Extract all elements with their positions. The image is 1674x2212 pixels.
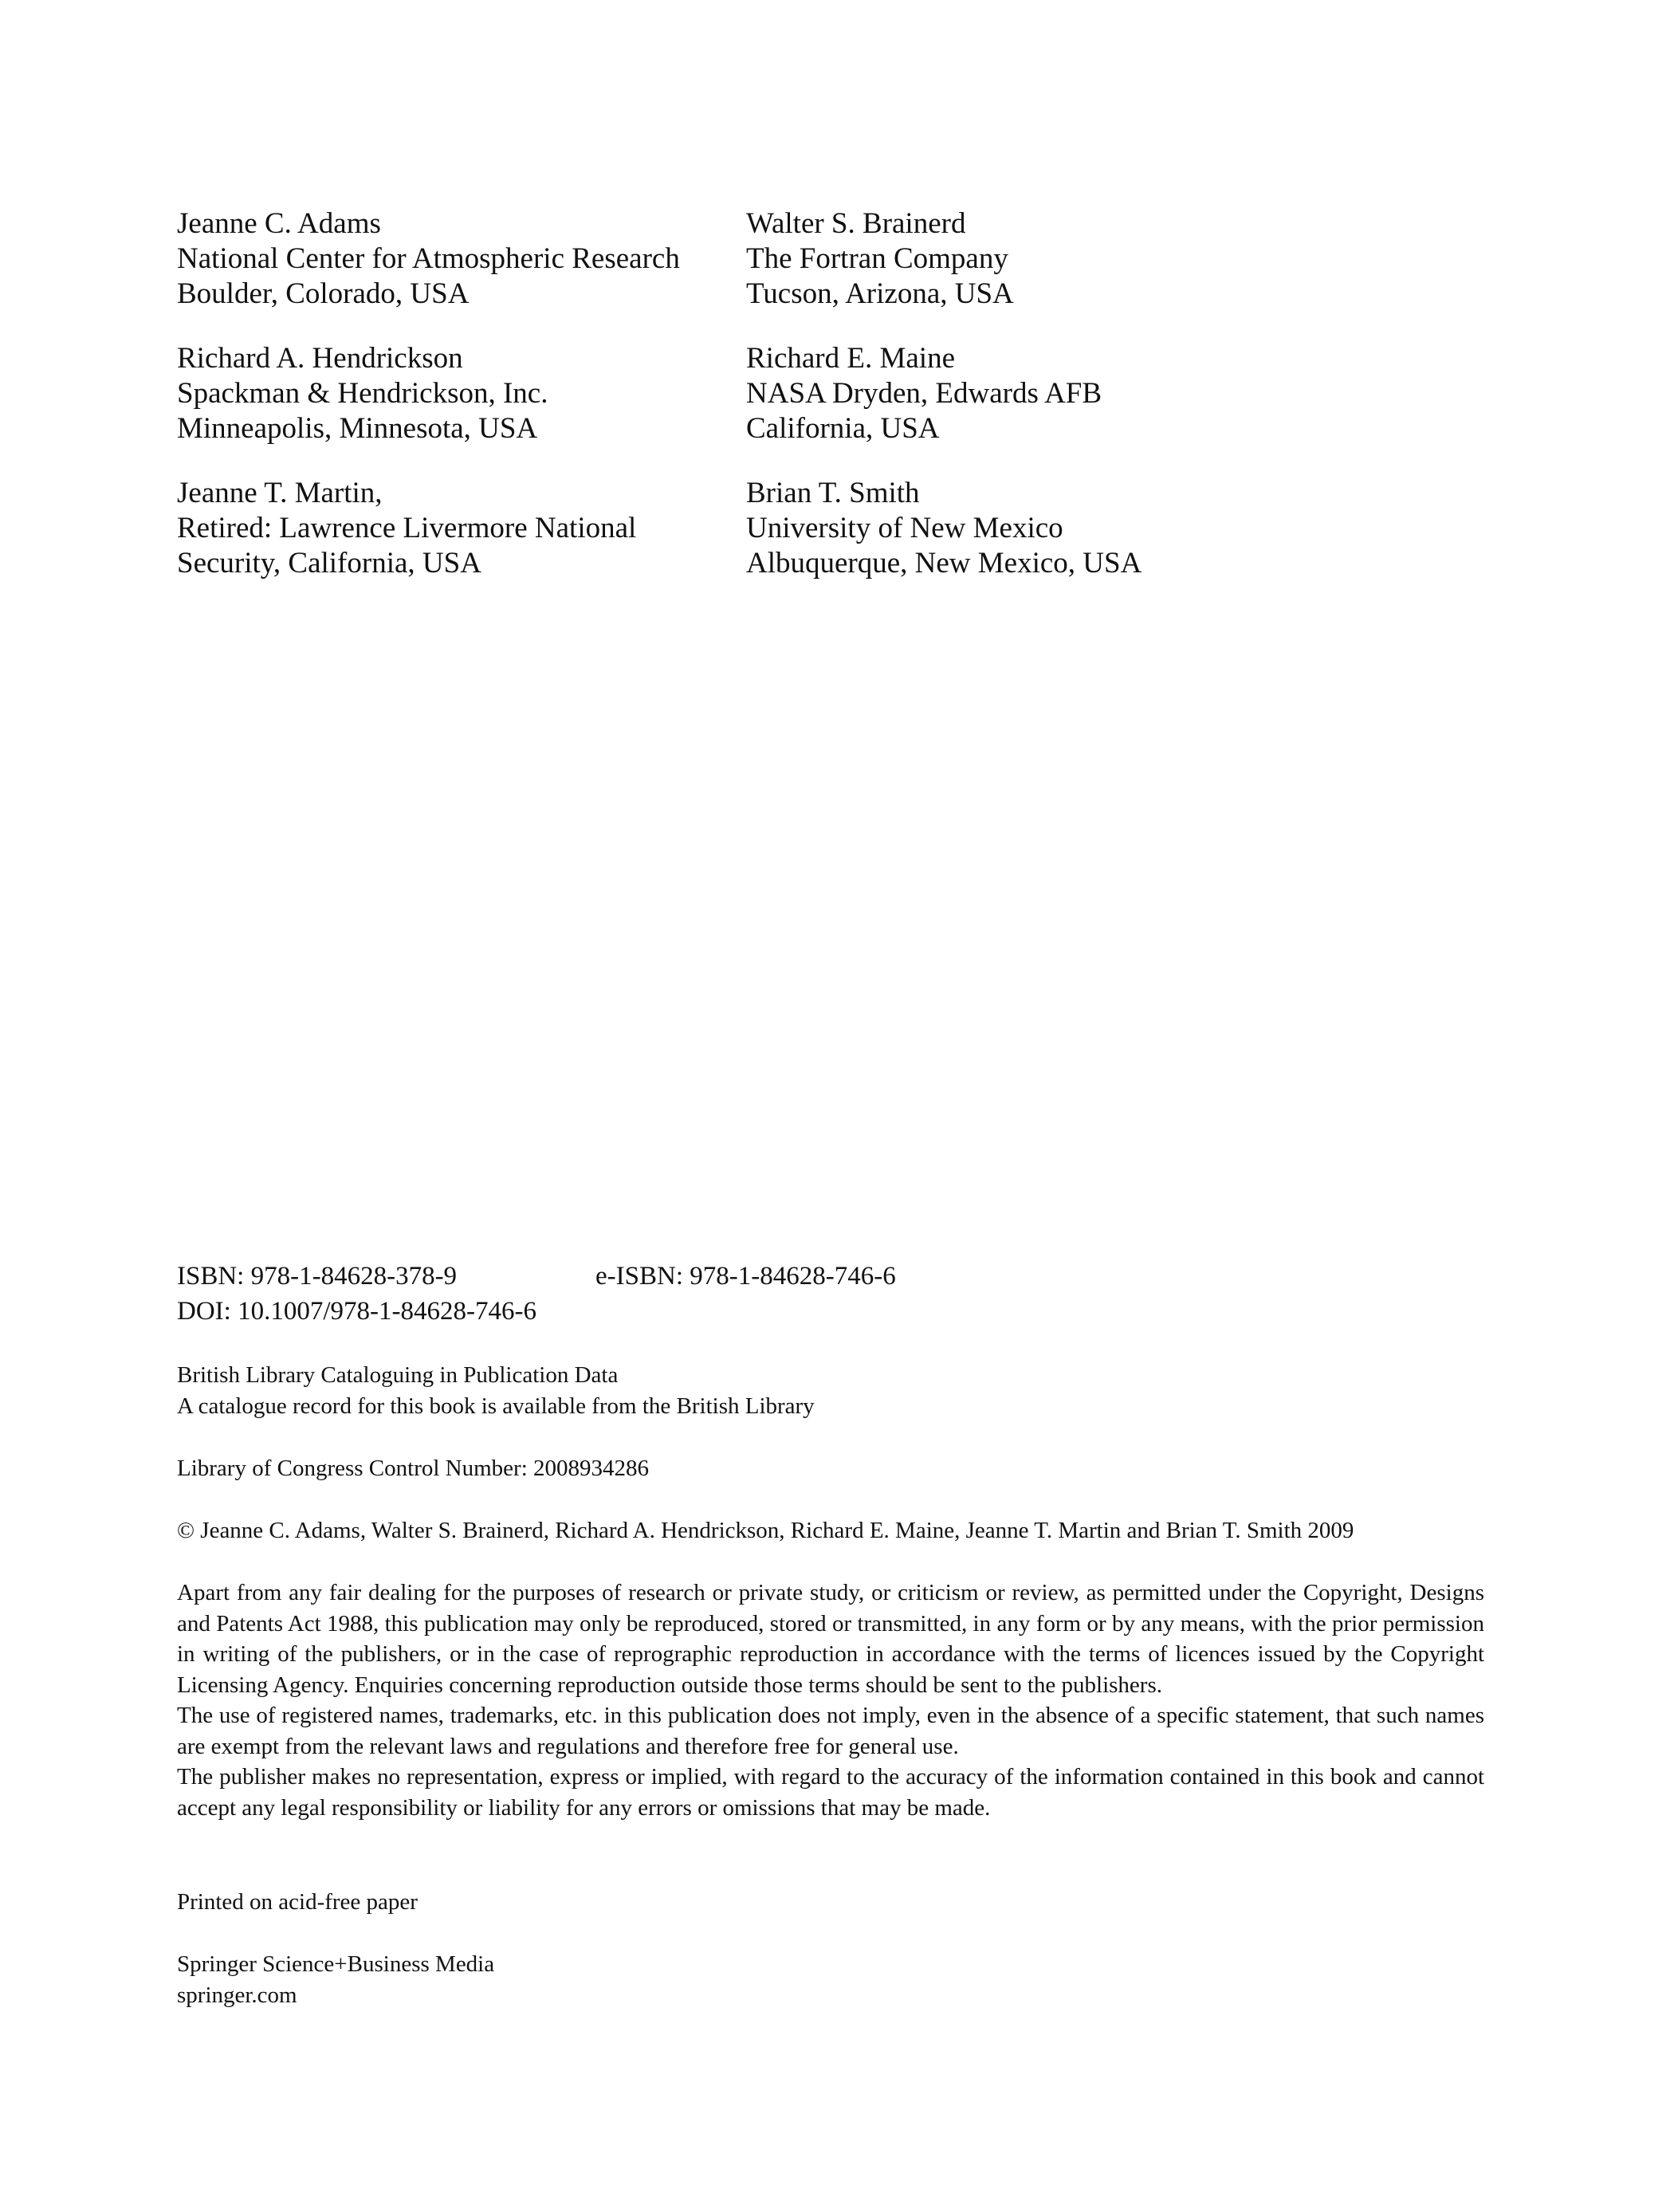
isbn: ISBN: 978-1-84628-378-9 (177, 1262, 458, 1291)
legal-paragraph-liability: The publisher makes no representation, express or implied, with regard to the accuracy of the information contained in this book and cannot accept any legal responsibility or liability for any errors or omissions that may be made. (177, 1764, 1484, 1821)
author-location: Security, California, USA (177, 547, 481, 580)
author-location: Boulder, Colorado, USA (177, 277, 470, 310)
publisher-website: springer.com (177, 1982, 297, 2008)
author-location: Albuquerque, New Mexico, USA (746, 547, 1142, 580)
author-affiliation: Retired: Lawrence Livermore National (177, 512, 637, 544)
author-affiliation: The Fortran Company (746, 242, 1008, 275)
doi: DOI: 10.1007/978-1-84628-746-6 (177, 1297, 536, 1326)
author-block-adams (177, 206, 680, 312)
legal-notice (177, 1577, 1484, 1823)
publisher-name: Springer Science+Business Media (177, 1951, 495, 1977)
author-affiliation: National Center for Atmospheric Research (177, 242, 680, 275)
author-location: Tucson, Arizona, USA (746, 277, 1014, 310)
copyright-line: © Jeanne C. Adams, Walter S. Brainerd, Richard A. Hendrickson, Richard E. Maine, Jeanne T. Martin and Brian T. Smith 2009 (177, 1518, 1354, 1543)
author-block-smith (746, 476, 1142, 581)
author-block-hendrickson (177, 341, 548, 446)
author-affiliation: NASA Dryden, Edwards AFB (746, 377, 1102, 410)
author-block-martin (177, 476, 636, 581)
author-name: Richard A. Hendrickson (177, 342, 463, 375)
author-name: Richard E. Maine (746, 342, 955, 375)
legal-paragraph-trademarks: The use of registered names, trademarks, etc. in this publication does not imply, even in the absence of a specific statement, that such names are exempt from the relevant laws and regulations and therefore free for general use. (177, 1703, 1484, 1759)
author-affiliation: Spackman & Hendrickson, Inc. (177, 377, 548, 410)
author-name: Jeanne C. Adams (177, 207, 381, 240)
author-name: Jeanne T. Martin, (177, 477, 383, 509)
cataloguing-note: A catalogue record for this book is available from the British Library (177, 1393, 815, 1419)
author-block-maine (746, 341, 1102, 446)
author-name: Brian T. Smith (746, 477, 920, 509)
author-affiliation: University of New Mexico (746, 512, 1063, 544)
loc-control-number: Library of Congress Control Number: 2008934286 (177, 1456, 650, 1481)
author-block-brainerd (746, 206, 1014, 312)
author-name: Walter S. Brainerd (746, 207, 966, 240)
printed-note: Printed on acid-free paper (177, 1889, 418, 1915)
e-isbn: e-ISBN: 978-1-84628-746-6 (595, 1262, 896, 1291)
author-location: California, USA (746, 412, 940, 445)
author-location: Minneapolis, Minnesota, USA (177, 412, 538, 445)
cataloguing-heading: British Library Cataloguing in Publication Data (177, 1362, 619, 1388)
legal-paragraph-reproduction: Apart from any fair dealing for the purposes of research or private study, or criticism or review, as permitted under the Copyright, Designs and Patents Act 1988, this publication may only be reproduced, stored or transmitted, in any form or by any means, with the prior permission in writing of the publishers, or in the case of reprographic reproduction in accordance with the terms of licences issued by the Copyright Licensing Agency. Enquiries concerning reproduction outside those terms should be sent to the publishers. (177, 1580, 1484, 1698)
